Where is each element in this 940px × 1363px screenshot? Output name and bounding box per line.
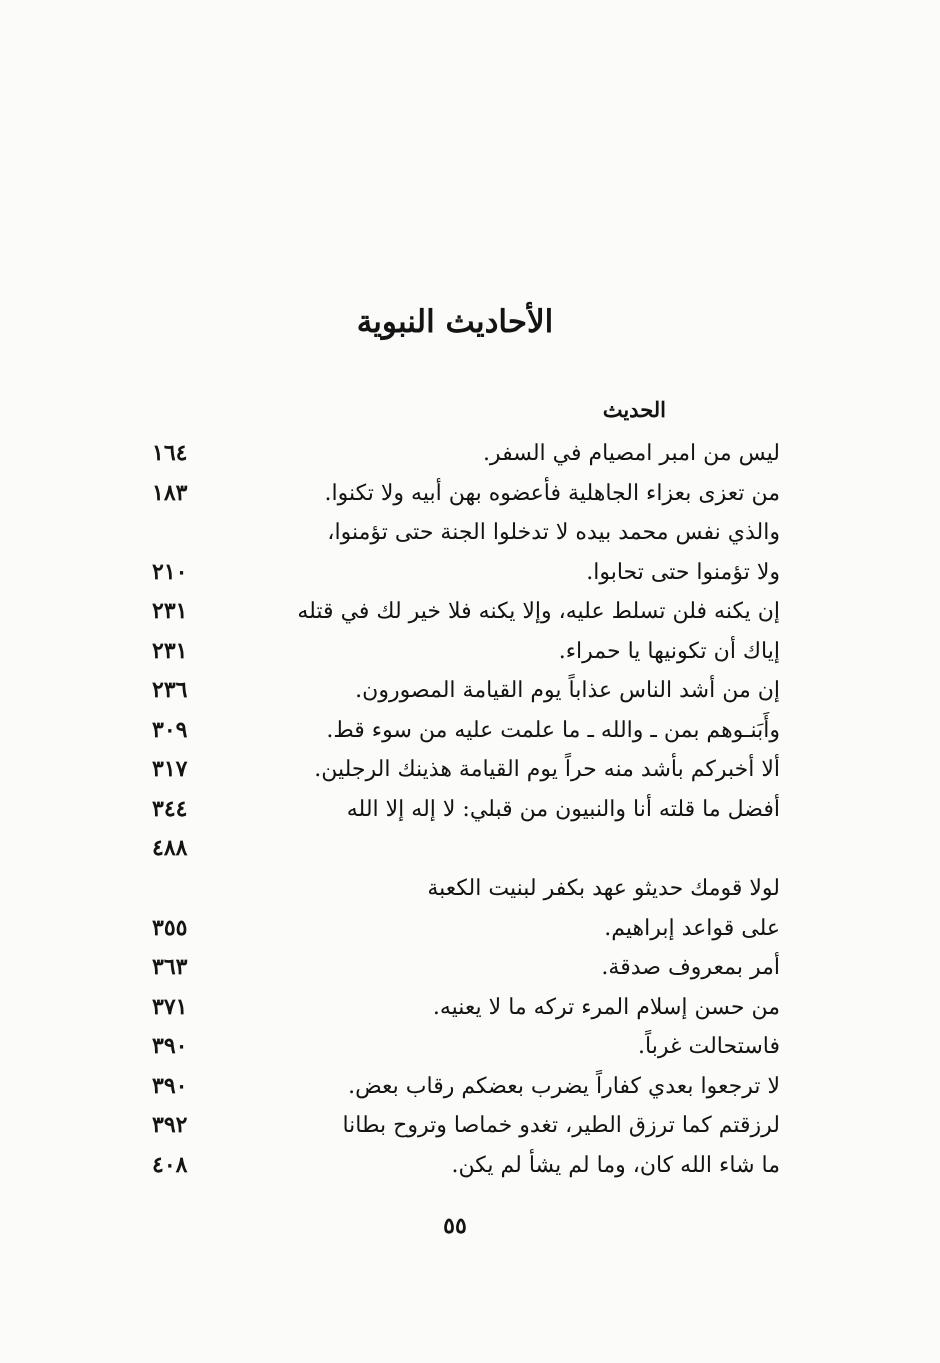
hadith-text: لرزقتم كما ترزق الطير، تغدو خماصا وتروح بطانا [342, 1113, 780, 1138]
list-item [0, 474, 940, 514]
hadith-text: وأَبَنـوهم بمن ـ والله ـ ما علمت عليه من سوء قط. [326, 717, 780, 743]
page-reference: ٣٠٩ [152, 716, 188, 743]
page-reference: ٣٤٤ [152, 795, 188, 822]
list-item [0, 1027, 940, 1067]
page-reference: ٣٧١ [152, 993, 188, 1020]
list-item [0, 909, 940, 949]
list-item [0, 790, 940, 830]
page-title: الأحاديث النبوية [356, 304, 554, 340]
hadith-text: من حسن إسلام المرء تركه ما لا يعنيه. [432, 994, 780, 1020]
hadith-text: ما شاء الله كان، وما لم يشأ لم يكن. [451, 1152, 780, 1178]
hadith-text: فاستحالت غرباً. [638, 1034, 780, 1059]
page-number: ٥٥ [443, 1213, 467, 1239]
page-reference: ٢٣٦ [152, 677, 188, 703]
page-reference: ٤٠٨ [152, 1151, 188, 1178]
page-reference: ١٦٤ [152, 440, 188, 466]
list-item [0, 632, 940, 672]
hadith-text: إن من أشد الناس عذاباً يوم القيامة المصورون. [355, 678, 780, 703]
list-item [0, 434, 940, 474]
page-reference: ٣٩٠ [152, 1072, 188, 1099]
list-item [0, 1146, 940, 1186]
page-reference: ٣١٧ [152, 756, 188, 782]
hadith-text: والذي نفس محمد بيده لا تدخلوا الجنة حتى تؤمنوا، [327, 520, 780, 545]
hadith-text: لا ترجعوا بعدي كفاراً يضرب بعضكم رقاب بعض. [348, 1073, 780, 1099]
list-item [0, 869, 940, 909]
list-item [0, 1067, 940, 1107]
page-reference: ٢١٠ [152, 558, 188, 585]
page-reference: ٢٣١ [152, 637, 188, 664]
page-reference: ٣٩٠ [152, 1033, 188, 1059]
list-item [0, 671, 940, 711]
list-item [0, 750, 940, 790]
list-item [0, 829, 940, 869]
list-item [0, 592, 940, 632]
hadith-text: إن يكنه فلن تسلط عليه، وإلا يكنه فلا خير لك في قتله [297, 599, 780, 624]
hadith-text: إياك أن تكونيها يا حمراء. [558, 638, 780, 664]
hadith-text: ليس من امبر امصيام في السفر. [482, 441, 780, 466]
list-item [0, 553, 940, 593]
page-reference: ٣٦٣ [152, 954, 188, 980]
hadith-text: ولا تؤمنوا حتى تحابوا. [586, 559, 780, 585]
page-reference: ٤٨٨ [152, 835, 188, 861]
list-item [0, 711, 940, 751]
column-header: الحديث [602, 397, 666, 422]
list-item [0, 1106, 940, 1146]
hadith-text: أمر بمعروف صدقة. [601, 955, 780, 980]
hadith-text: أفضل ما قلته أنا والنبيون من قبلي: لا إله إلا الله [346, 796, 780, 822]
page-reference: ٣٩٢ [152, 1112, 188, 1138]
hadith-text: من تعزى بعزاء الجاهلية فأعضوه بهن أبيه ولا تكنوا. [324, 480, 780, 506]
list-item [0, 948, 940, 988]
hadith-index-list [0, 434, 940, 1185]
hadith-text: لولا قومك حديثو عهد بكفر لبنيت الكعبة [427, 875, 780, 901]
page-reference: ١٨٣ [152, 479, 188, 506]
hadith-text: على قواعد إبراهيم. [604, 915, 780, 941]
page-reference: ٣٥٥ [152, 914, 188, 941]
list-item [0, 513, 940, 553]
list-item [0, 988, 940, 1028]
hadith-text: ألا أخبركم بأشد منه حراً يوم القيامة هذينك الرجلين. [314, 757, 780, 782]
page-reference: ٢٣١ [152, 598, 188, 624]
